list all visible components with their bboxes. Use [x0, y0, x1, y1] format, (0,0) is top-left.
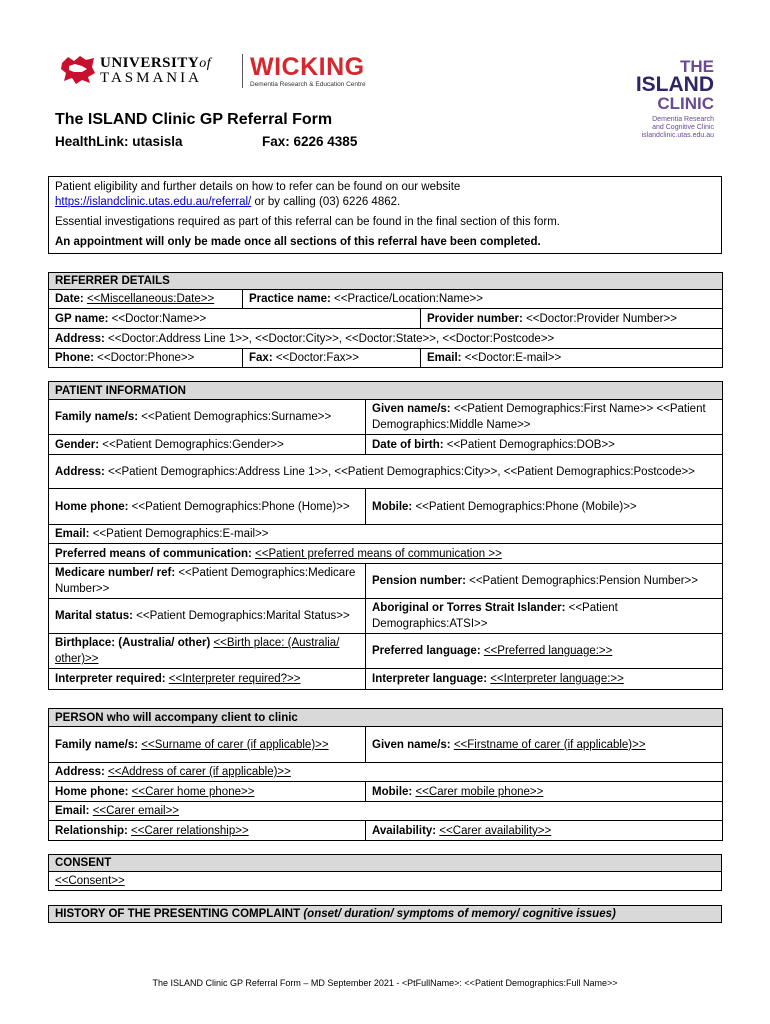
carer-address-value[interactable]: <<Address of carer (if applicable)>> — [108, 766, 291, 778]
patient-home-phone-value[interactable]: <<Patient Demographics:Phone (Home)>> — [131, 500, 350, 513]
patient-language-value[interactable]: <<Preferred language:>> — [483, 645, 613, 657]
intro-paragraph-3: An appointment will only be made once all sections of this referral have been completed. — [55, 236, 541, 248]
patient-atsi-cell: Aboriginal or Torres Strait Islander: <<Patient Demographics:ATSI>> — [366, 599, 723, 634]
patient-interpreter-cell: Interpreter required: <<Interpreter required?>> — [49, 669, 366, 690]
patient-communication-cell: Preferred means of communication: <<Patient preferred means of communication >> — [49, 544, 723, 564]
patient-dob-value[interactable]: <<Patient Demographics:DOB>> — [446, 438, 615, 451]
history-table — [48, 905, 722, 923]
patient-medicare-cell: Medicare number/ ref: <<Patient Demographics:Medicare Number>> — [49, 564, 366, 599]
island-clinic-logo — [630, 58, 714, 140]
carer-availability-value[interactable]: <<Carer availability>> — [439, 824, 552, 837]
referrer-address-value[interactable]: <<Doctor:Address Line 1>>, <<Doctor:City>>, <<Doctor:State>>, <<Doctor:Postcode>> — [108, 332, 555, 345]
patient-marital-cell: Marital status: <<Patient Demographics:Marital Status>> — [49, 599, 366, 634]
referrer-phone-cell: Phone: <<Doctor:Phone>> — [49, 349, 243, 368]
patient-given-name-value[interactable]: <<Patient Demographics:First Name>> <<Patient Demographics:Middle Name>> — [372, 403, 706, 431]
patient-birthplace-value[interactable]: <<Birth place: (Australia/ other)>> — [55, 637, 340, 665]
carer-relationship-cell: Relationship: <<Carer relationship>> — [49, 821, 366, 841]
patient-address-cell: Address: <<Patient Demographics:Address Line 1>>, <<Patient Demographics:City>>, <<Patient Demographics:Postcode>> — [49, 455, 723, 489]
patient-email-cell: Email: <<Patient Demographics:E-mail>> — [49, 525, 723, 544]
carer-given-name-cell: Given name/s: <<Firstname of carer (if applicable)>> — [366, 727, 723, 763]
patient-communication-value[interactable]: <<Patient preferred means of communication >> — [255, 547, 502, 560]
consent-table — [48, 854, 722, 891]
patient-atsi-value[interactable]: <<Patient Demographics:ATSI>> — [372, 602, 618, 630]
patient-mobile-cell: Mobile: <<Patient Demographics:Phone (Mobile)>> — [366, 489, 723, 525]
section-heading-carer: PERSON who will accompany client to clinic — [49, 709, 723, 727]
patient-family-name-value[interactable]: <<Patient Demographics:Surname>> — [141, 411, 332, 423]
patient-birthplace-cell: Birthplace: (Australia/ other) <<Birth place: (Australia/ other)>> — [49, 634, 366, 669]
island-logo-tagline-1: Dementia Research — [652, 116, 714, 123]
section-heading-consent: CONSENT — [49, 855, 722, 872]
patient-home-phone-cell: Home phone: <<Patient Demographics:Phone (Home)>> — [49, 489, 366, 525]
wicking-logo — [250, 55, 366, 88]
tasmanian-devil-crest-icon — [60, 55, 96, 85]
practice-name-cell: Practice name: <<Practice/Location:Name>> — [243, 290, 723, 309]
referrer-fax-value[interactable]: <<Doctor:Fax>> — [275, 352, 359, 364]
section-heading-history: HISTORY OF THE PRESENTING COMPLAINT (onset/ duration/ symptoms of memory/ cognitive issues) — [49, 906, 722, 923]
island-logo-url: islandclinic.utas.edu.au — [641, 132, 714, 139]
carer-family-name-value[interactable]: <<Surname of carer (if applicable)>> — [141, 738, 329, 751]
healthlink-id: HealthLink: utasisla — [55, 134, 183, 149]
patient-gender-value[interactable]: <<Patient Demographics:Gender>> — [102, 438, 284, 451]
patient-interpreter-language-cell: Interpreter language: <<Interpreter language:>> — [366, 669, 723, 690]
island-logo-clinic: CLINIC — [657, 94, 714, 113]
patient-pension-value[interactable]: <<Patient Demographics:Pension Number>> — [469, 575, 698, 587]
carer-email-value[interactable]: <<Carer email>> — [92, 805, 180, 817]
page-title: The ISLAND Clinic GP Referral Form — [55, 111, 333, 128]
referrer-email-value[interactable]: <<Doctor:E-mail>> — [464, 352, 562, 364]
referrer-details-table — [48, 272, 723, 368]
practice-name-value[interactable]: <<Practice/Location:Name>> — [334, 293, 483, 305]
intro-box — [48, 176, 722, 254]
referrer-email-cell: Email: <<Doctor:E-mail>> — [421, 349, 723, 368]
carer-family-name-cell: Family name/s: <<Surname of carer (if applicable)>> — [49, 727, 366, 763]
referrer-date-cell: Date: <<Miscellaneous:Date>> — [49, 290, 243, 309]
provider-number-value[interactable]: <<Doctor:Provider Number>> — [526, 312, 677, 325]
page-footer: The ISLAND Clinic GP Referral Form – MD September 2021 - <PtFullName>: <<Patient Demographics:Full Name>> — [152, 978, 618, 988]
university-logo — [60, 52, 211, 88]
carer-availability-cell: Availability: <<Carer availability>> — [366, 821, 723, 841]
section-heading-patient: PATIENT INFORMATION — [49, 382, 723, 400]
referrer-address-cell: Address: <<Doctor:Address Line 1>>, <<Doctor:City>>, <<Doctor:State>>, <<Doctor:Postcode>> — [49, 329, 723, 349]
gp-name-cell: GP name: <<Doctor:Name>> — [49, 309, 421, 329]
carer-given-name-value[interactable]: <<Firstname of carer (if applicable)>> — [453, 738, 646, 751]
section-heading-referrer: REFERRER DETAILS — [49, 273, 723, 290]
patient-pension-cell: Pension number: <<Patient Demographics:Pension Number>> — [366, 564, 723, 599]
logo-divider — [242, 54, 243, 88]
fax-number: Fax: 6226 4385 — [262, 134, 358, 149]
carer-relationship-value[interactable]: <<Carer relationship>> — [131, 824, 249, 837]
patient-dob-cell: Date of birth: <<Patient Demographics:DOB>> — [366, 435, 723, 455]
patient-given-name-cell: Given name/s: <<Patient Demographics:First Name>> <<Patient Demographics:Middle Name>> — [366, 400, 723, 435]
wicking-name: WICKING — [250, 53, 365, 81]
patient-language-cell: Preferred language: <<Preferred language:>> — [366, 634, 723, 669]
referrer-phone-value[interactable]: <<Doctor:Phone>> — [97, 352, 195, 364]
island-logo-island: ISLAND — [635, 73, 714, 96]
referral-link[interactable]: https://islandclinic.utas.edu.au/referral/ — [55, 196, 252, 208]
patient-interpreter-language-value[interactable]: <<Interpreter language:>> — [490, 673, 624, 685]
patient-address-value[interactable]: <<Patient Demographics:Address Line 1>>, <<Patient Demographics:City>>, <<Patient Demographics:Postcode>> — [108, 465, 695, 478]
carer-address-cell: Address: <<Address of carer (if applicable)>> — [49, 763, 723, 782]
carer-home-phone-value[interactable]: <<Carer home phone>> — [131, 785, 255, 798]
university-state: TASMANIA — [100, 69, 202, 86]
patient-email-value[interactable]: <<Patient Demographics:E-mail>> — [92, 528, 269, 540]
intro-paragraph-2: Essential investigations required as part of this referral can be found in the final section of this form. — [55, 216, 560, 228]
consent-cell — [49, 872, 722, 891]
carer-mobile-cell: Mobile: <<Carer mobile phone>> — [366, 782, 723, 802]
carer-mobile-value[interactable]: <<Carer mobile phone>> — [415, 785, 544, 798]
history-heading-note: (onset/ duration/ symptoms of memory/ cognitive issues) — [300, 908, 616, 920]
carer-table — [48, 708, 723, 841]
patient-information-table — [48, 381, 723, 690]
island-logo-the: THE — [680, 57, 714, 76]
patient-gender-cell: Gender: <<Patient Demographics:Gender>> — [49, 435, 366, 455]
patient-interpreter-value[interactable]: <<Interpreter required?>> — [168, 673, 301, 685]
university-of: of — [199, 55, 212, 71]
carer-email-cell: Email: <<Carer email>> — [49, 802, 723, 821]
patient-medicare-value[interactable]: <<Patient Demographics:Medicare Number>> — [55, 567, 356, 595]
provider-number-cell: Provider number: <<Doctor:Provider Number>> — [421, 309, 723, 329]
referrer-fax-cell: Fax: <<Doctor:Fax>> — [243, 349, 421, 368]
consent-value[interactable]: <<Consent>> — [55, 875, 125, 887]
island-logo-tagline-2: and Cognitive Clinic — [652, 124, 714, 131]
intro-paragraph-1: Patient eligibility and further details on how to refer can be found on our website https://islandclinic.utas.edu.au/referral/ or by calling (03) 6226 4862. — [55, 181, 461, 208]
wicking-subtitle: Dementia Research & Education Centre — [250, 81, 366, 88]
gp-name-value[interactable]: <<Doctor:Name>> — [111, 312, 207, 325]
patient-family-name-cell: Family name/s: <<Patient Demographics:Surname>> — [49, 400, 366, 435]
carer-home-phone-cell: Home phone: <<Carer home phone>> — [49, 782, 366, 802]
patient-marital-value[interactable]: <<Patient Demographics:Marital Status>> — [136, 610, 350, 622]
referrer-date-value[interactable]: <<Miscellaneous:Date>> — [86, 293, 215, 305]
university-name: UNIVERSITY — [100, 54, 200, 71]
patient-mobile-value[interactable]: <<Patient Demographics:Phone (Mobile)>> — [415, 500, 637, 513]
